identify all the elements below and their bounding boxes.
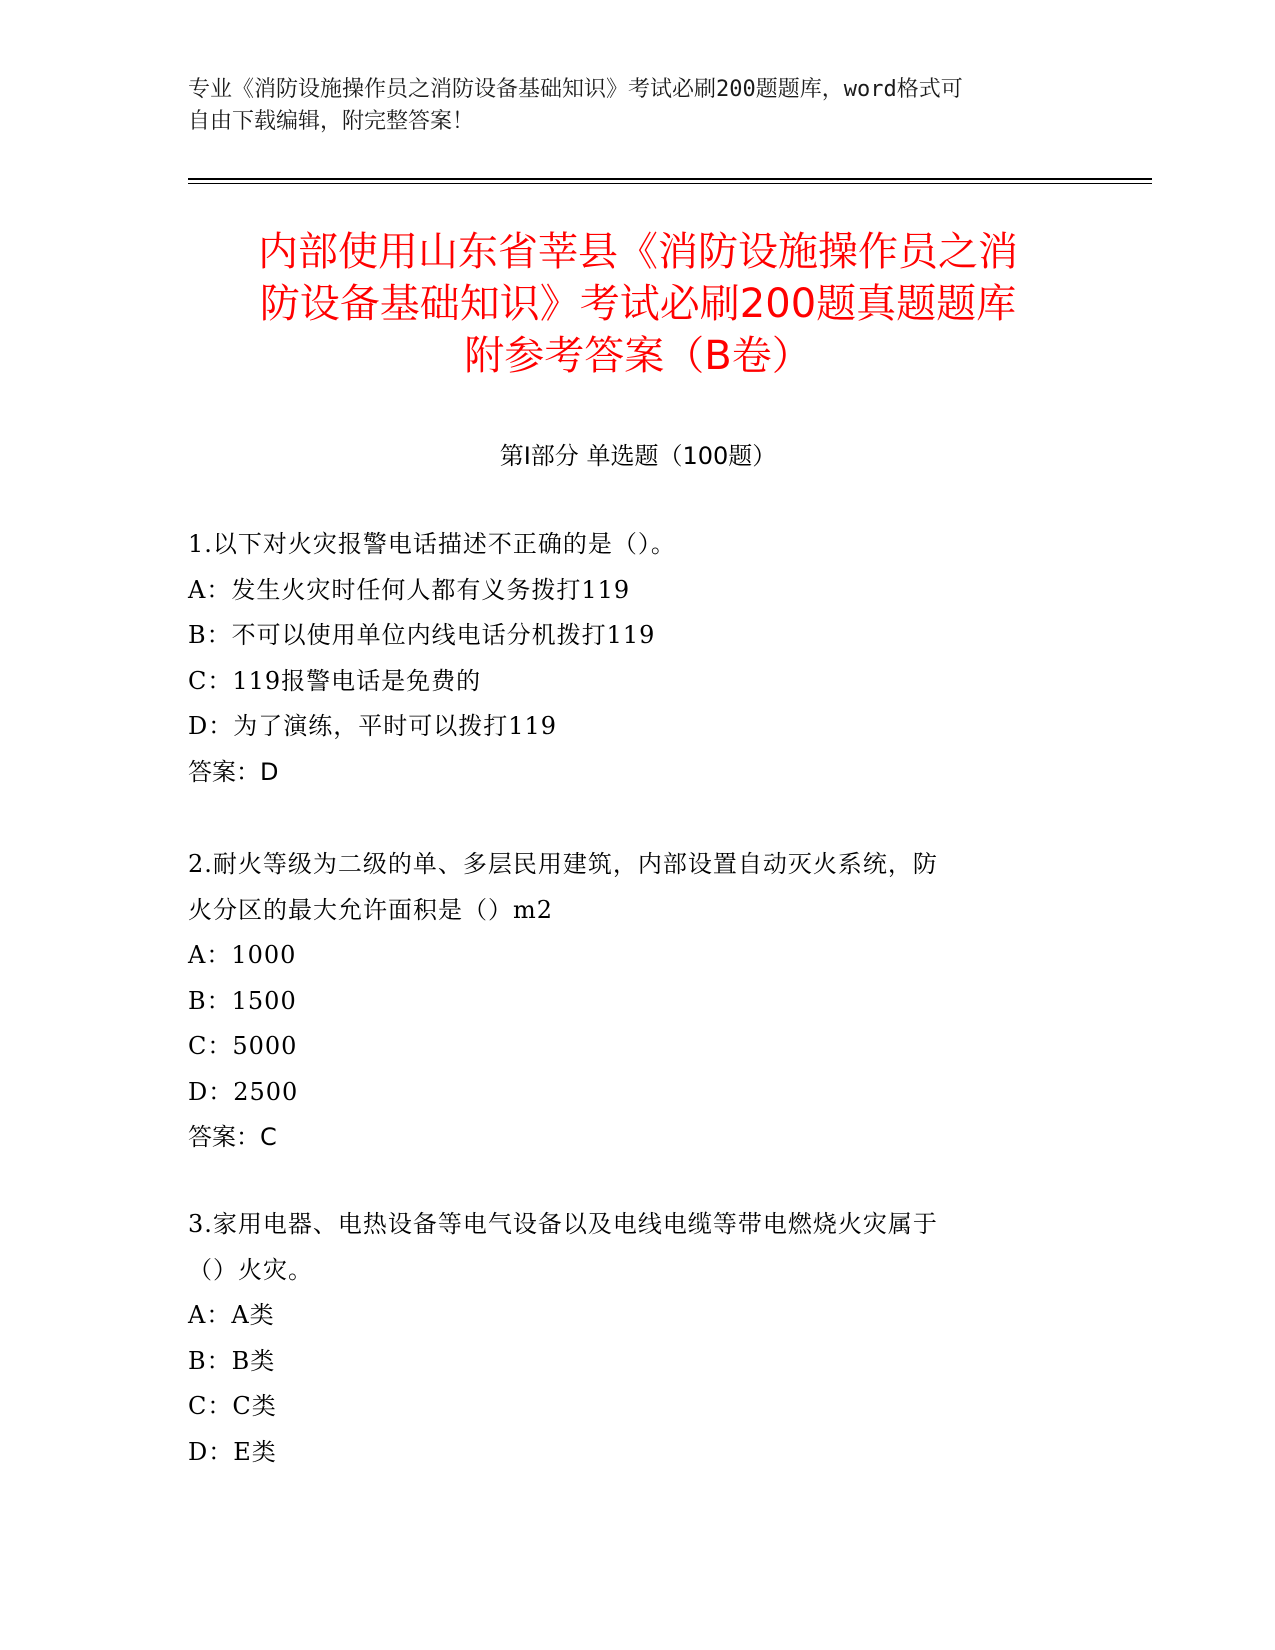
document-title <box>188 226 1088 382</box>
option-b: B：不可以使用单位内线电话分机拨打119 <box>188 621 656 649</box>
question-stem-line-1: 3.家用电器、电热设备等电气设备以及电线电缆等带电燃烧火灾属于 <box>188 1210 938 1238</box>
question-3 <box>188 1202 1068 1475</box>
header-note <box>188 74 1068 138</box>
option-a: A：发生火灾时任何人都有义务拨打119 <box>188 575 631 604</box>
header-divider-thin <box>188 183 1152 184</box>
option-b: B：1500 <box>188 986 297 1015</box>
title-line-1: 内部使用山东省莘县《消防设施操作员之消 <box>258 229 1018 275</box>
question-1 <box>188 522 1068 795</box>
title-line-3: 附参考答案（B卷） <box>464 333 812 379</box>
option-d: D：E类 <box>188 1437 277 1466</box>
section-heading: 第Ⅰ部分 单选题（100题） <box>499 442 777 470</box>
title-line-2: 防设备基础知识》考试必刷200题真题题库 <box>259 281 1017 327</box>
option-d: D：为了演练，平时可以拨打119 <box>188 712 558 740</box>
option-c: C：119报警电话是免费的 <box>188 666 482 695</box>
option-b: B：B类 <box>188 1346 276 1375</box>
question-stem-line-1: 2.耐火等级为二级的单、多层民用建筑，内部设置自动灭火系统，防 <box>188 850 938 878</box>
option-c: C：5000 <box>188 1032 298 1060</box>
option-c: C：C类 <box>188 1392 277 1420</box>
answer: 答案：D <box>188 757 279 786</box>
option-d: D：2500 <box>188 1077 299 1106</box>
answer: 答案：C <box>188 1123 277 1151</box>
question-stem-line-2: （）火灾。 <box>188 1255 313 1284</box>
option-a: A：A类 <box>188 1301 275 1329</box>
question-stem-line-2: 火分区的最大允许面积是（）m2 <box>188 895 554 924</box>
option-a: A：1000 <box>188 941 297 969</box>
question-2 <box>188 842 1068 1161</box>
header-note-line-2: 自由下载编辑，附完整答案！ <box>188 109 475 134</box>
header-note-line-1: 专业《消防设施操作员之消防设备基础知识》考试必刷200题题库，word格式可 <box>188 77 963 102</box>
question-stem: 1.以下对火灾报警电话描述不正确的是（）。 <box>188 530 676 558</box>
header-divider-thick <box>188 178 1152 180</box>
